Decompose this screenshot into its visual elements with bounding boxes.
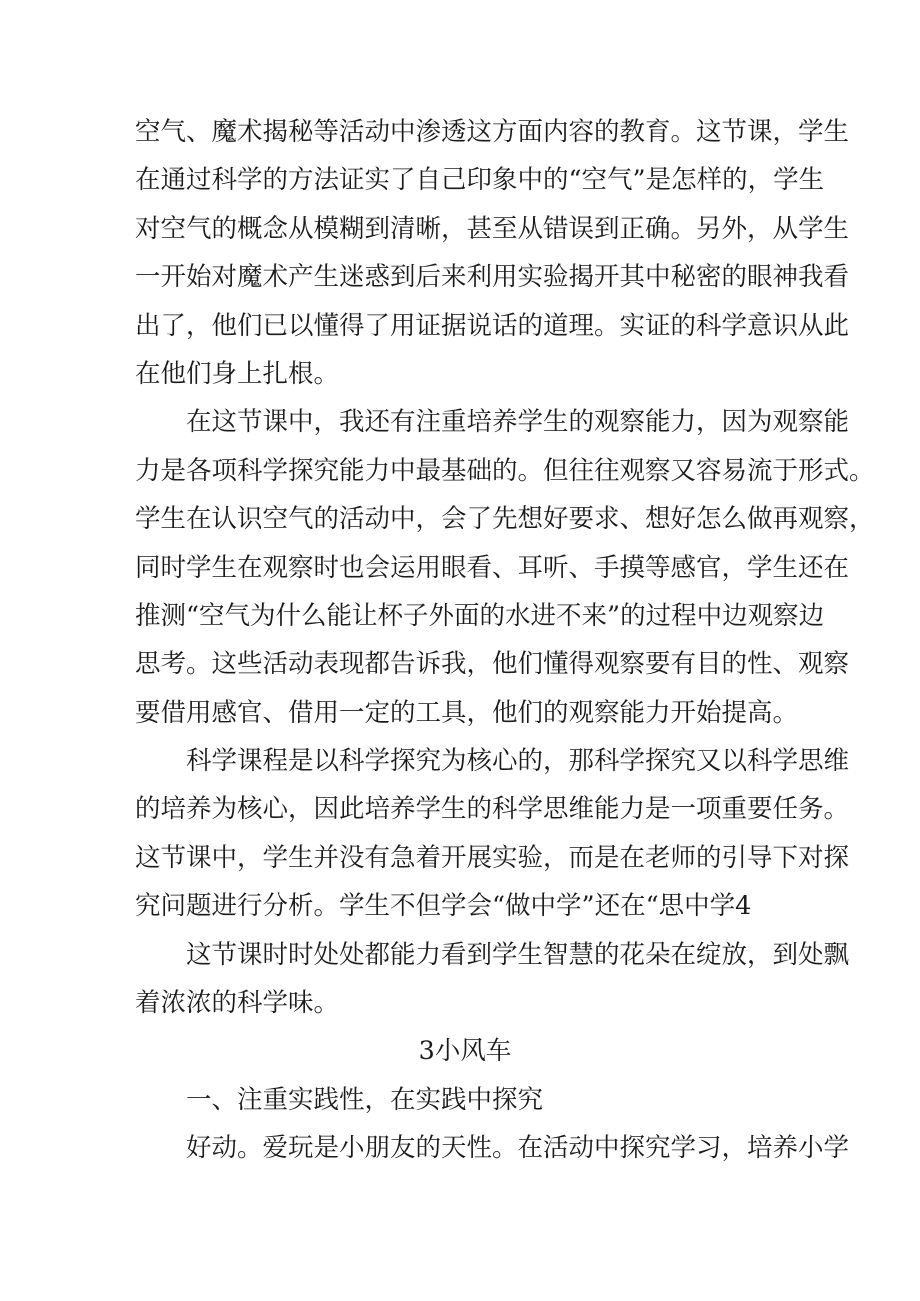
text-line: 着浓浓的科学味。 [135, 988, 340, 1019]
text-line: 力是各项科学探究能力中最基础的。但往往观察又容易流于形式。 [135, 455, 875, 486]
text-line: 同时学生在观察时也会运用眼看、耳听、手摸等感官，学生还在 [135, 552, 850, 583]
text-line: 出了，他们已以懂得了用证据说话的道理。实证的科学意识从此 [135, 310, 850, 341]
text-line: 一开始对魔术产生迷惑到后来利用实验揭开其中秘密的眼神我看 [135, 262, 850, 293]
paragraph-start-line: 在这节课中，我还有注重培养学生的观察能力，因为观察能 [186, 407, 850, 438]
text-line: 推测“空气为什么能让杯子外面的水进不来”的过程中边观察边 [135, 600, 825, 631]
text-line: 的培养为核心，因此培养学生的科学思维能力是一项重要任务。 [135, 794, 850, 825]
text-line: 这节课中，学生并没有急着开展实验，而是在老师的引导下对探 [135, 842, 850, 873]
paragraph-start-line: 好动。爱玩是小朋友的天性。在活动中探究学习，培养小学 [186, 1133, 850, 1164]
text-line: 学生在认识空气的活动中，会了先想好要求、想好怎么做再观察， [135, 504, 875, 535]
section-heading: 3小风车 [418, 1036, 512, 1067]
text-line: 空气、魔术揭秘等活动中渗透这方面内容的教育。这节课，学生 [135, 117, 850, 147]
text-line: 在他们身上扎根。 [135, 358, 340, 389]
document-body [135, 108, 875, 1173]
paragraph-start-line: 科学课程是以科学探究为核心的，那科学探究又以科学思维 [186, 746, 850, 777]
text-line: 思考。这些活动表现都告诉我，他们懂得观察要有目的性、观察 [135, 649, 850, 680]
paragraph-start-line: 这节课时时处处都能力看到学生智慧的花朵在绽放，到处飘 [186, 939, 850, 970]
text-line: 对空气的概念从模糊到清晰，甚至从错误到正确。另外，从学生 [135, 213, 850, 244]
subsection-heading: 一、注重实践性，在实践中探究 [186, 1084, 544, 1115]
text-line: 究问题进行分析。学生不但学会“做中学”还在“思中学4 [135, 891, 752, 922]
text-line: 在通过科学的方法证实了自己印象中的“空气”是怎样的，学生 [135, 165, 825, 196]
text-line: 要借用感官、借用一定的工具，他们的观察能力开始提高。 [135, 697, 799, 728]
